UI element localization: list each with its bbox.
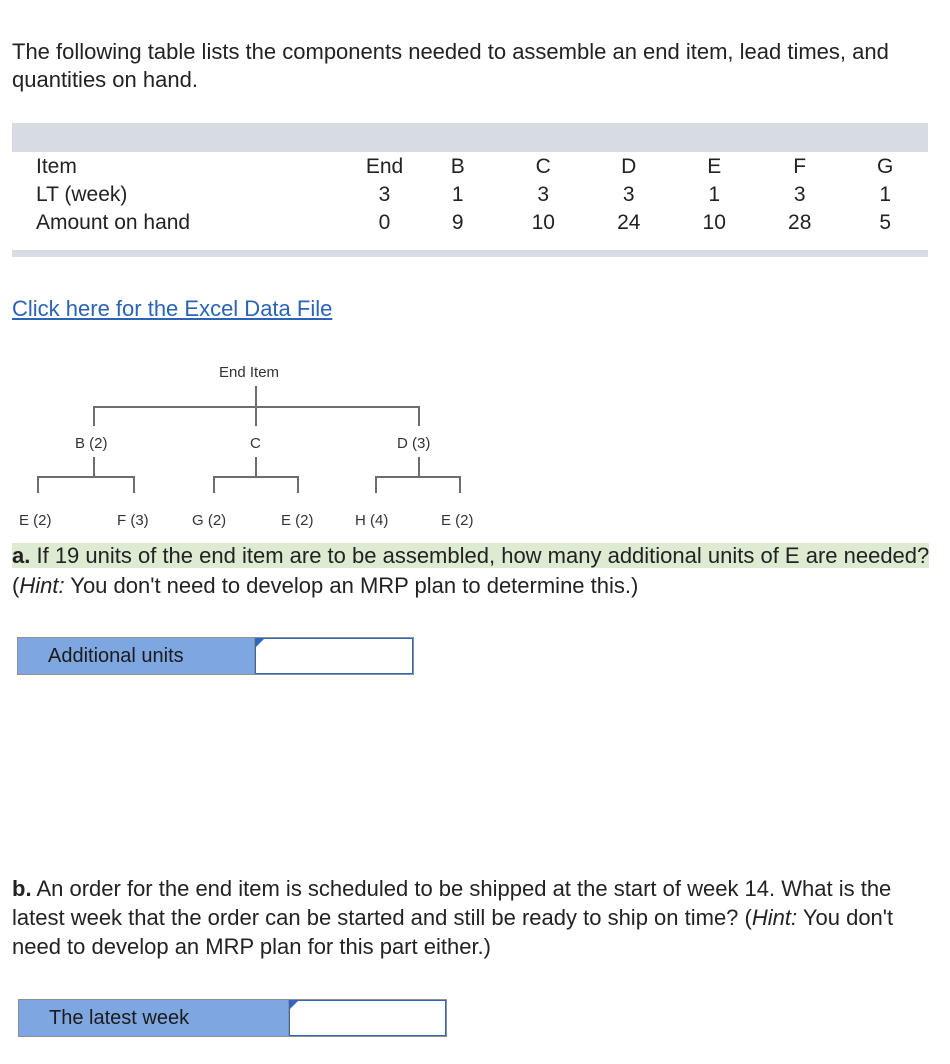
tree-line [297,476,299,493]
product-structure-tree [0,355,520,540]
tree-line [375,476,377,493]
tree-line [213,476,299,478]
tree-line [37,476,135,478]
question-b: b. An order for the end item is scheduled to be shipped at the start of week 14. What is the latest week that the order can be started and still be ready to ship on time? (Hint: You don't need to develop an MRP plan for this part either.) [12,876,894,959]
table-header-band [12,123,928,152]
additional-units-input[interactable] [256,639,412,673]
tree-node-d: D (3) [397,435,431,452]
question-a: a. If 19 units of the end item are to be assembled, how many additional units of E are needed? (Hint: You don't need to develop an MRP plan to determine this.) [12,543,930,598]
lead-time-table [12,123,928,257]
tree-node-e-under-d: E (2) [441,512,474,529]
tree-node-h: H (4) [355,512,389,529]
tree-node-f: F (3) [117,512,149,529]
input-corner-marker [289,1000,299,1010]
tree-node-end-item: End Item [219,364,280,381]
tree-line [37,476,39,493]
tree-node-e-under-c: E (2) [281,512,314,529]
tree-line [255,386,257,406]
question-a-highlight [12,543,929,568]
table-row-lt: LT (week) 3 1 3 3 1 3 1 [36,183,892,206]
question-a-text: If 19 units of the end item are to be assembled, how many additional units of E are needed? [36,543,930,568]
answer-b-label: The latest week [19,1000,289,1036]
tree-node-g: G (2) [192,512,227,529]
tree-node-e-under-b: E (2) [19,512,52,529]
input-corner-marker [255,638,265,648]
tree-line [418,457,420,476]
tree-line [418,406,420,426]
question-b-hint: You don't need to develop an MRP plan for this part either.) [12,905,894,959]
tree-line [93,406,95,426]
answer-b-row [18,999,447,1037]
tree-line [375,476,461,478]
table-row-on-hand: Amount on hand 0 9 10 24 10 28 5 [36,211,892,234]
question-b-text: An order for the end item is scheduled to be shipped at the start of week 14. What is the latest week that the order can be started and still be ready to ship on time? [12,876,892,930]
answer-a-row [17,637,414,675]
tree-line [459,476,461,493]
tree-line [213,476,215,493]
answer-a-label: Additional units [18,638,255,674]
tree-line [255,457,257,476]
latest-week-input[interactable] [290,1001,445,1035]
answer-b-field[interactable] [289,1000,446,1036]
tree-line [93,457,95,476]
intro-text: The following table lists the components needed to assemble an end item, lead times, and quantities on hand. [12,39,889,92]
question-a-hint: You don't need to develop an MRP plan to determine this.) [70,573,639,598]
tree-node-c: C [250,435,261,452]
question-a-letter: a. [12,543,31,568]
hint-label: Hint: [751,905,798,930]
answer-a-field[interactable] [255,638,413,674]
tree-line [255,406,257,426]
question-b-letter: b. [12,876,32,901]
hint-label: Hint: [19,573,65,598]
tree-node-b: B (2) [75,435,108,452]
table-footer-band [12,250,928,257]
excel-data-link[interactable]: Click here for the Excel Data File [12,296,333,321]
tree-line [133,476,135,493]
table-row-item: Item End B C D E F G [36,155,894,178]
